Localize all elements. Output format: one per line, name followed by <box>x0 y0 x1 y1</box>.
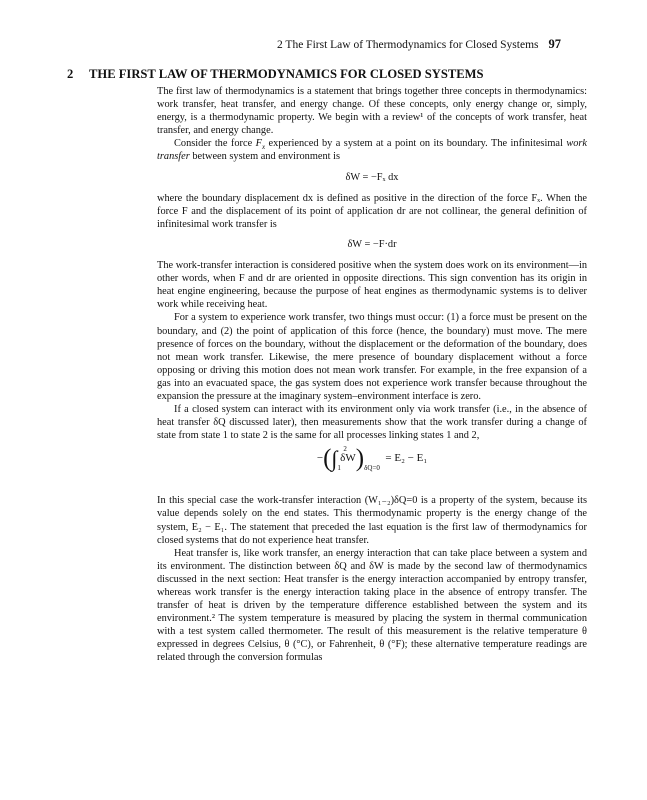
chapter-number: 2 <box>67 67 74 81</box>
equation-2: δW = −F·dr <box>347 238 397 250</box>
equation-1: δW = −Fₓ dx <box>345 171 399 183</box>
running-title: 2 The First Law of Thermodynamics for Closed Systems <box>277 39 539 51</box>
chapter-heading <box>67 67 484 82</box>
body-text <box>157 85 587 665</box>
paragraph-7: In this special case the work-transfer interaction (W₁₋₂)δQ=0 is a property of the system, because its value depends solely on the end states. This thermodynamic property is the energy change of the system, E₂ − E₁. The statement that preceded the last equation is the first law of thermodynamics for closed systems that do not experience heat transfer. <box>157 495 587 546</box>
chapter-title: THE FIRST LAW OF THERMODYNAMICS FOR CLOSED SYSTEMS <box>89 67 484 81</box>
paragraph-3: where the boundary displacement dx is defined as positive in the direction of the force Fₓ. When the force F and the displacement of its point of application dr are not collinear, the general definition of infinitesimal work transfer is <box>157 192 587 230</box>
paragraph-2: Consider the force $F_x$ experienced by a system at a point on its boundary. The infinitesimal work transfer between system and environment is <box>157 138 587 163</box>
paragraph-4: The work-transfer interaction is considered positive when the system does work on its environment—in other words, when F and dr are oriented in opposite directions. This sign convention has its origin in heat engine engineering, because the purpose of heat engines as thermodynamic systems is to deliver work while receiving heat. <box>157 260 587 311</box>
paragraph-5: For a system to experience work transfer, two things must occur: (1) a force must be present on the boundary, and (2) the point of application of this force (hence, the boundary) must move. The mere presence of forces on the boundary, without the displacement or the deformation of the boundary, does not mean work transfer. Likewise, the mere presence of boundary displacement without a force opposing or driving this motion does not mean work transfer. For example, in the free expansion of a gas into an evacuated space, the gas system does not experience work transfer because throughout the expansion the pressure at the imaginary system–environment interface is zero. <box>157 312 587 402</box>
paragraph-1: The first law of thermodynamics is a statement that brings together three concepts in thermodynamics: work transfer, heat transfer, and energy change. Of these concepts, only energy change or, simply, energy, is a thermodynamic property. We begin with a review¹ of the concepts of work transfer, heat transfer, and energy change. <box>157 86 587 137</box>
paragraph-8: Heat transfer is, like work transfer, an energy interaction that can take place between a system and its environment. The distinction between δQ and δW is made by the second law of thermodynamics discussed in the next section: Heat transfer is the energy interaction accompanied by entropy transfer, whereas work transfer is the energy interaction taking place in the absence of entropy transfer. The transfer of heat is driven by the temperature difference established between the system and its environment.² The system temperature is measured by placing the system in thermal communication with a test system called thermometer. The result of this measurement is the relative temperature θ expressed in degrees Celsius, θ (°C), or Fahrenheit, θ (°F); these alternative temperature readings are related through the conversion formulas <box>157 547 587 664</box>
paragraph-6: If a closed system can interact with its environment only via work transfer (i.e., in the absence of heat transfer δQ discussed later), then measurements show that the work transfer during a change of state from state 1 to state 2 is the same for all processes linking states 1 and 2, <box>157 404 587 442</box>
page-number: 97 <box>548 37 561 51</box>
running-head <box>277 37 561 52</box>
equation-3: −(∫ 2 1 $\delta W)_{\delta Q=0} = E_2 - E_1$ <box>316 445 428 473</box>
